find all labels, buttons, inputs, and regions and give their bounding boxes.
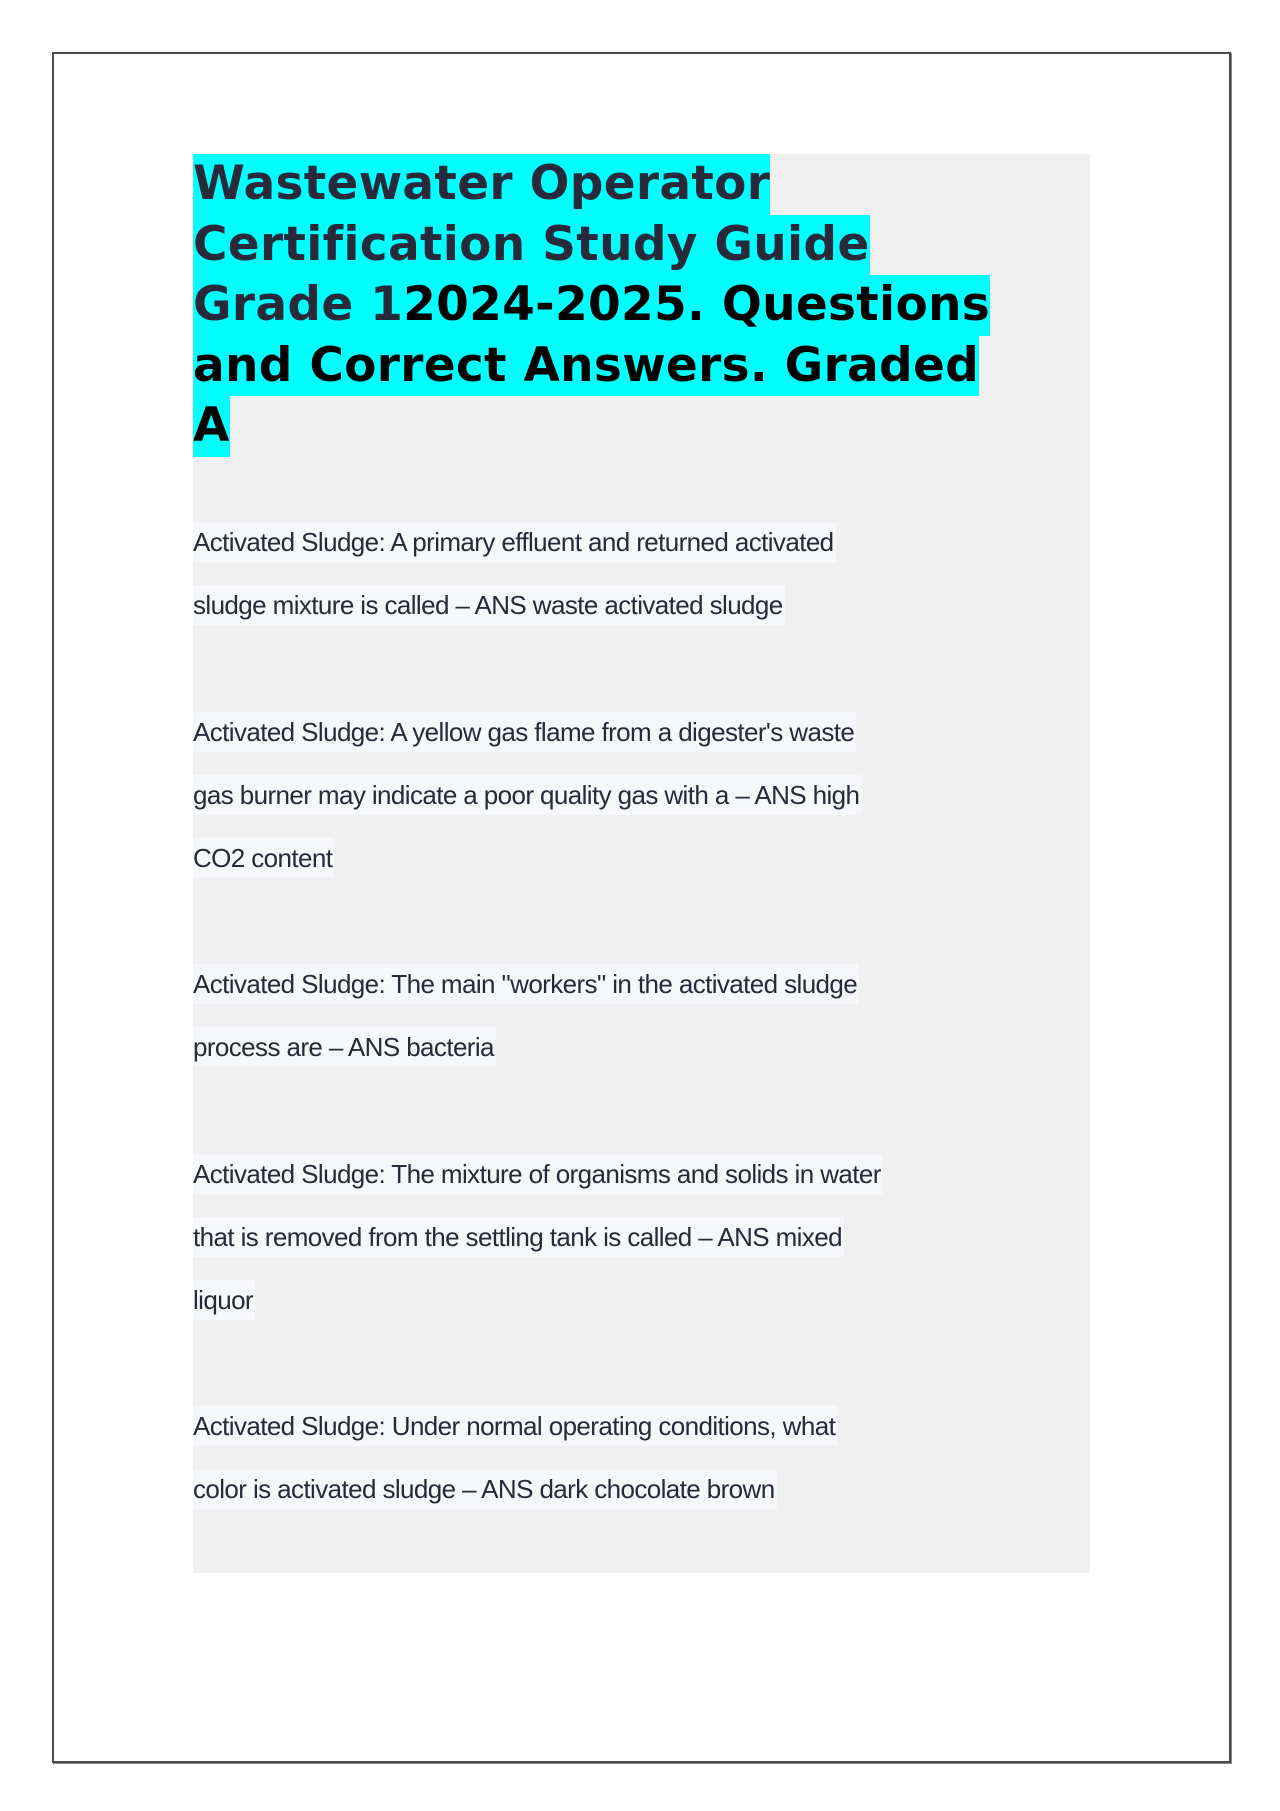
title-line	[193, 336, 990, 397]
qa-line: gas burner may indicate a poor quality gas with a – ANS high	[193, 775, 861, 815]
title-text: Certification Study Guide	[193, 215, 870, 276]
question-answer-4	[193, 1154, 883, 1343]
question-answer-3	[193, 964, 859, 1090]
title-line	[193, 215, 990, 276]
title-line	[193, 275, 990, 336]
qa-line: Activated Sludge: The mixture of organisms and solids in water	[193, 1154, 883, 1194]
qa-line: liquor	[193, 1280, 255, 1320]
qa-line: sludge mixture is called – ANS waste activated sludge	[193, 585, 785, 625]
qa-line: CO2 content	[193, 838, 334, 878]
question-answer-2	[193, 712, 861, 901]
qa-line: Activated Sludge: A yellow gas flame from a digester's waste	[193, 712, 856, 752]
qa-line: Activated Sludge: A primary effluent and returned activated	[193, 522, 836, 562]
qa-line: Activated Sludge: The main "workers" in the activated sludge	[193, 964, 859, 1004]
qa-line: that is removed from the settling tank is called – ANS mixed	[193, 1217, 844, 1257]
document-title	[193, 154, 990, 457]
qa-line: Activated Sludge: Under normal operating conditions, what	[193, 1406, 837, 1446]
title-text: 2024-2025. Questions	[403, 275, 990, 336]
qa-line: process are – ANS bacteria	[193, 1027, 496, 1067]
title-text: Grade 1	[193, 275, 403, 336]
title-line	[193, 154, 990, 215]
title-text: A	[193, 396, 230, 457]
title-text: and Correct Answers. Graded	[193, 336, 979, 397]
question-answer-5	[193, 1406, 837, 1532]
qa-line: color is activated sludge – ANS dark chocolate brown	[193, 1469, 777, 1509]
question-answer-1	[193, 522, 836, 648]
title-text: Wastewater Operator	[193, 154, 770, 215]
title-line	[193, 396, 990, 457]
